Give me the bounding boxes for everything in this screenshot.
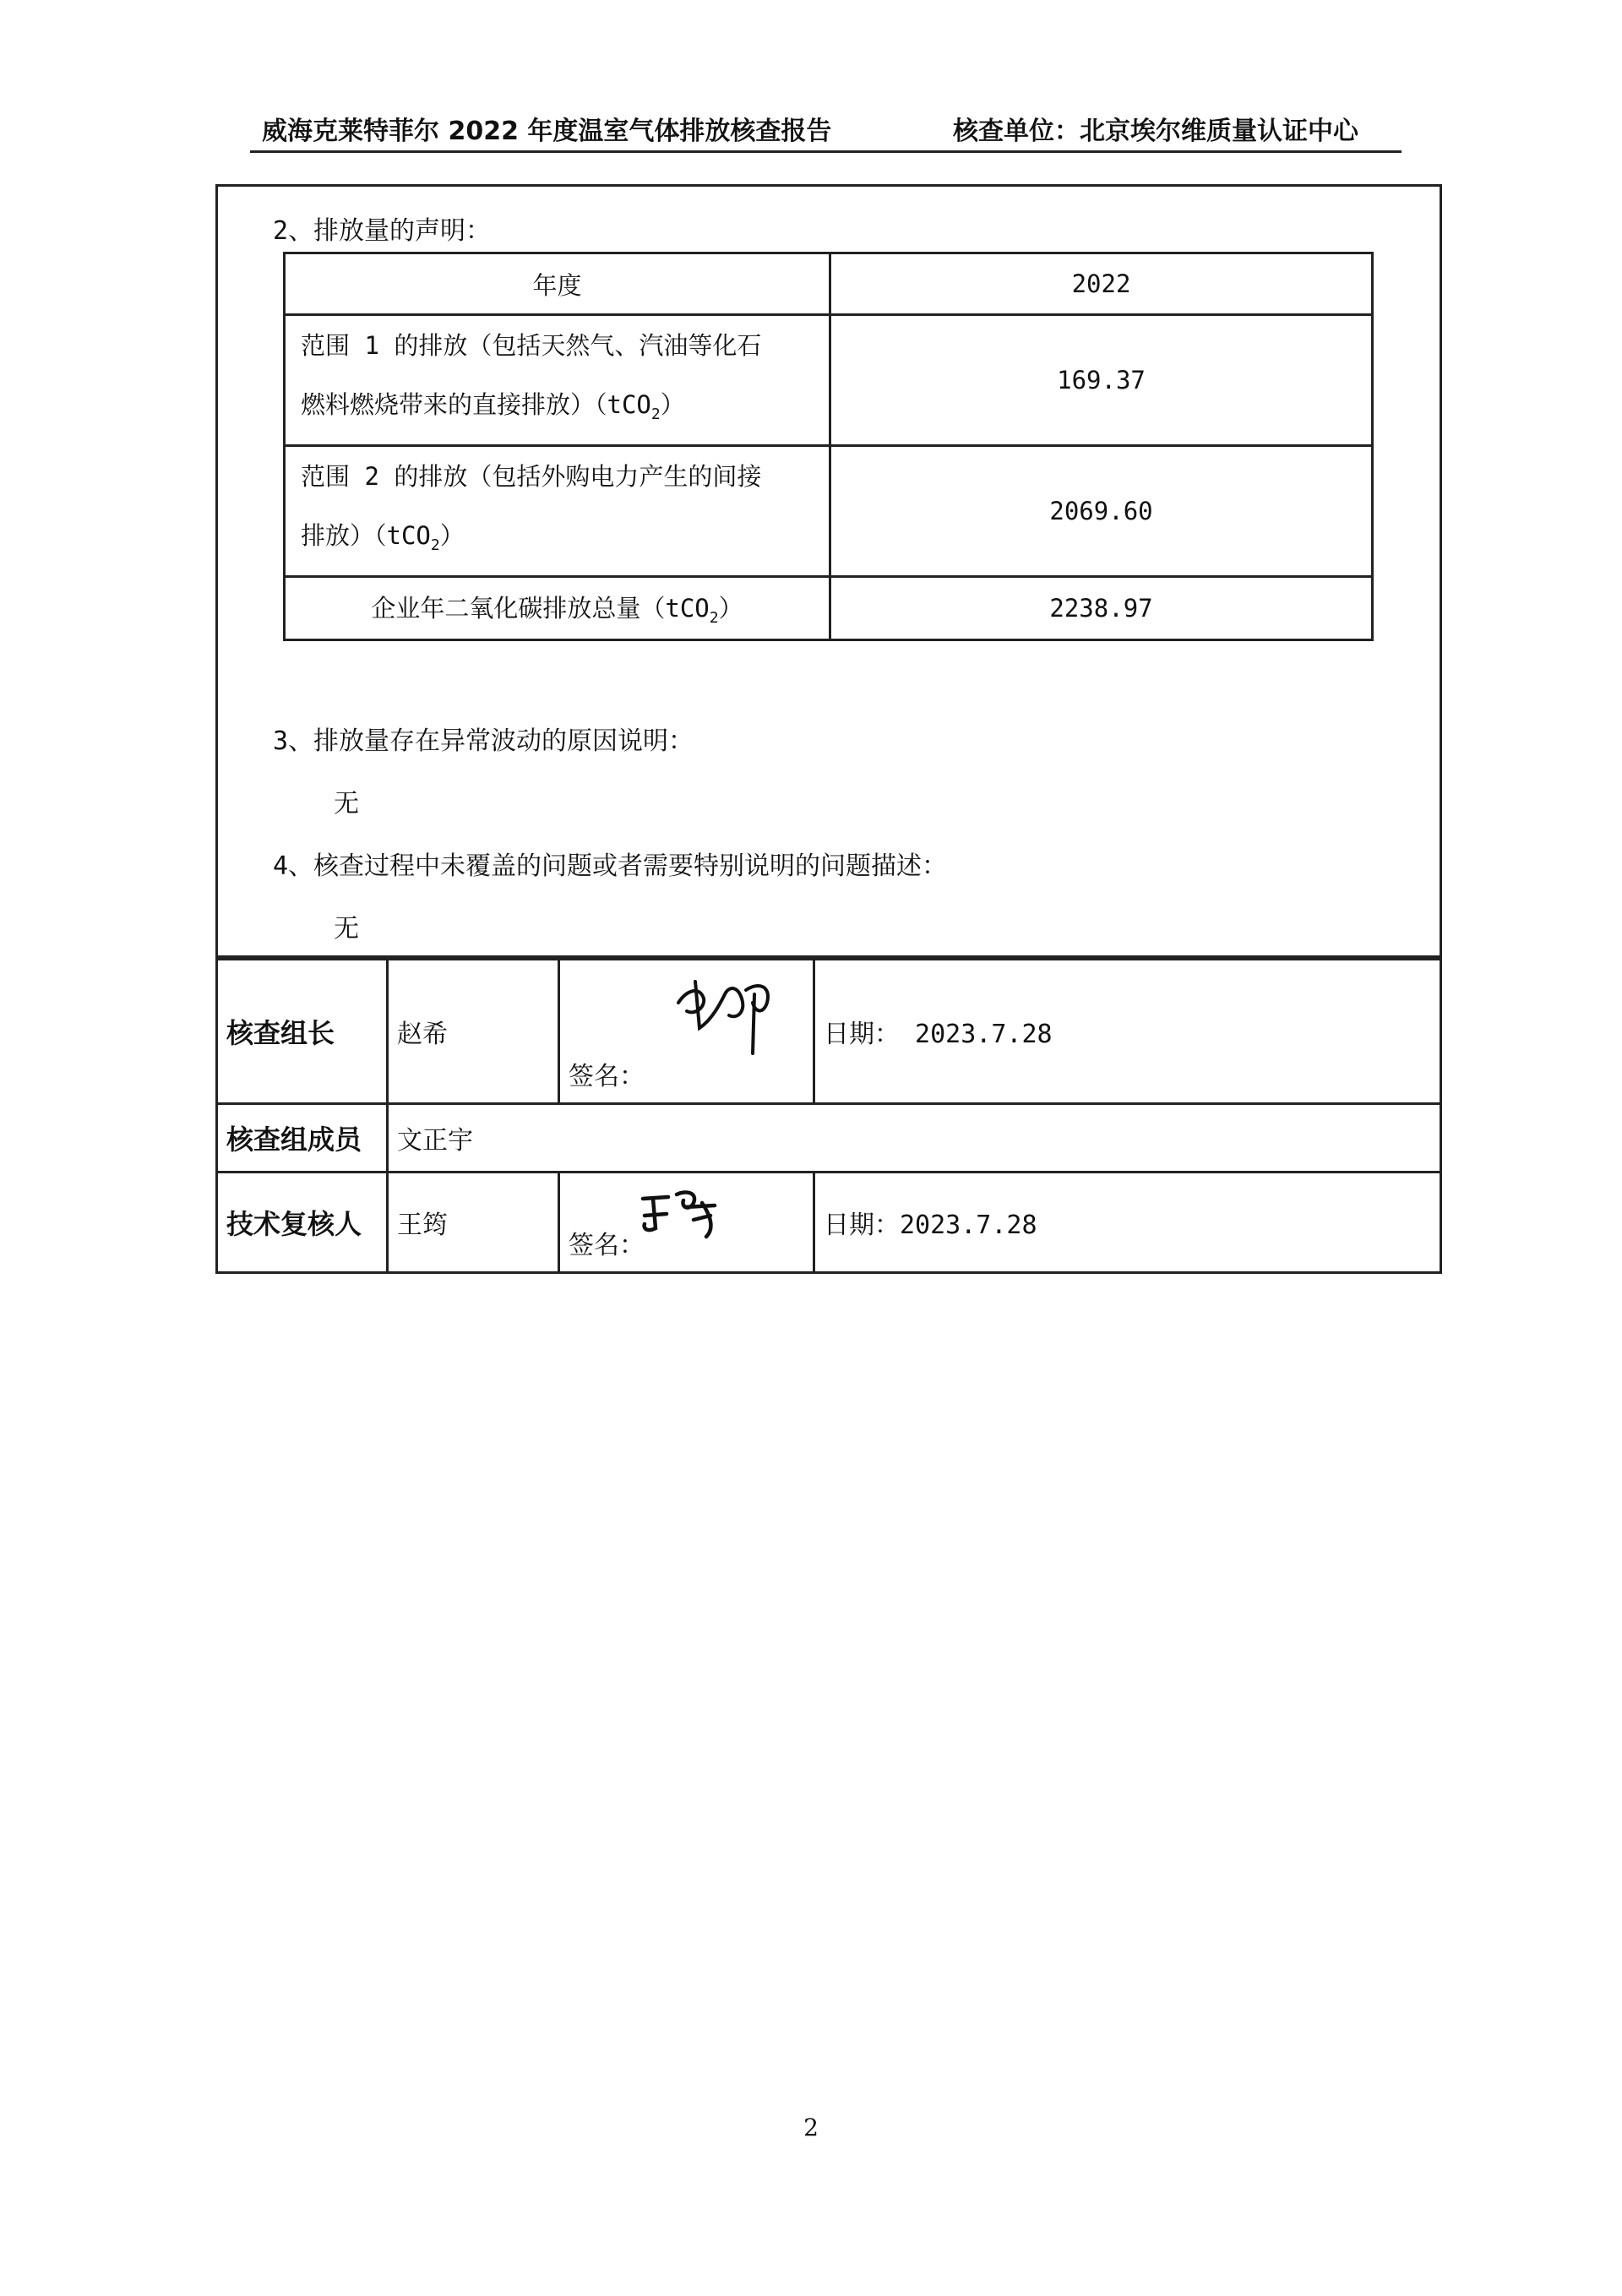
total-close-paren: ） bbox=[718, 593, 743, 623]
year-header-label: 年度 bbox=[285, 253, 830, 315]
table-row bbox=[285, 576, 1373, 639]
scope1-close-paren: ） bbox=[660, 390, 685, 419]
reviewer-sign-label: 签名： bbox=[569, 1231, 645, 1260]
scope2-close-paren: ） bbox=[439, 520, 465, 550]
scope1-label-line2 bbox=[301, 375, 814, 444]
scope1-label bbox=[285, 315, 830, 446]
scope1-label-line1: 范围 1 的排放（包括天然气、汽油等化石 bbox=[301, 331, 762, 360]
scope2-value: 2069.60 bbox=[830, 445, 1373, 576]
section-3-answer: 无 bbox=[334, 789, 359, 819]
leader-sign-label: 签名： bbox=[569, 1062, 645, 1091]
reviewer-signature-cell bbox=[559, 1172, 814, 1273]
scope1-value: 169.37 bbox=[830, 315, 1373, 446]
leader-role: 核查组长 bbox=[217, 960, 388, 1104]
scope2-label-line2 bbox=[301, 506, 814, 575]
signoff-table bbox=[215, 958, 1442, 1274]
scope1-label-text: 燃料燃烧带来的直接排放）（tCO bbox=[301, 390, 651, 419]
leader-date: 日期： 2023.7.28 bbox=[814, 960, 1441, 1104]
report-title: 威海克莱特菲尔 2022 年度温室气体排放核查报告 bbox=[262, 117, 832, 146]
verifier-org: 核查单位：北京埃尔维质量认证中心 bbox=[953, 117, 1358, 146]
members-role: 核查组成员 bbox=[217, 1104, 388, 1172]
table-row bbox=[217, 1104, 1441, 1172]
leader-signature bbox=[661, 969, 788, 1062]
scope1-subscript: 2 bbox=[650, 405, 661, 423]
year-header-value: 2022 bbox=[830, 253, 1373, 315]
leader-signature-cell bbox=[559, 960, 814, 1104]
header-divider bbox=[250, 150, 1402, 153]
members-names: 文正宇 bbox=[388, 1104, 1441, 1172]
section-3-heading: 3、排放量存在异常波动的原因说明： bbox=[273, 726, 694, 756]
table-row bbox=[285, 315, 1373, 446]
page-number: 2 bbox=[803, 2114, 819, 2141]
total-label-text: 企业年二氧化碳排放总量（tCO bbox=[371, 593, 710, 623]
leader-name: 赵希 bbox=[388, 960, 559, 1104]
section-2-heading: 2、排放量的声明： bbox=[273, 216, 492, 246]
section-4-answer: 无 bbox=[334, 914, 359, 944]
scope2-subscript: 2 bbox=[430, 536, 440, 554]
section-4-heading: 4、核查过程中未覆盖的问题或者需要特别说明的问题描述： bbox=[273, 851, 948, 881]
reviewer-signature bbox=[634, 1182, 727, 1249]
reviewer-role: 技术复核人 bbox=[217, 1172, 388, 1273]
scope2-label-text: 排放）（tCO bbox=[301, 520, 431, 550]
total-label bbox=[285, 576, 830, 639]
reviewer-date: 日期：2023.7.28 bbox=[814, 1172, 1441, 1273]
table-row bbox=[217, 1172, 1441, 1273]
table-row bbox=[217, 960, 1441, 1104]
scope2-label bbox=[285, 445, 830, 576]
table-row bbox=[285, 253, 1373, 315]
total-subscript: 2 bbox=[709, 608, 719, 627]
emissions-table bbox=[283, 252, 1374, 641]
reviewer-name: 王筠 bbox=[388, 1172, 559, 1273]
total-value: 2238.97 bbox=[830, 576, 1373, 639]
table-row bbox=[285, 445, 1373, 576]
scope2-label-line1: 范围 2 的排放（包括外购电力产生的间接 bbox=[301, 461, 762, 491]
